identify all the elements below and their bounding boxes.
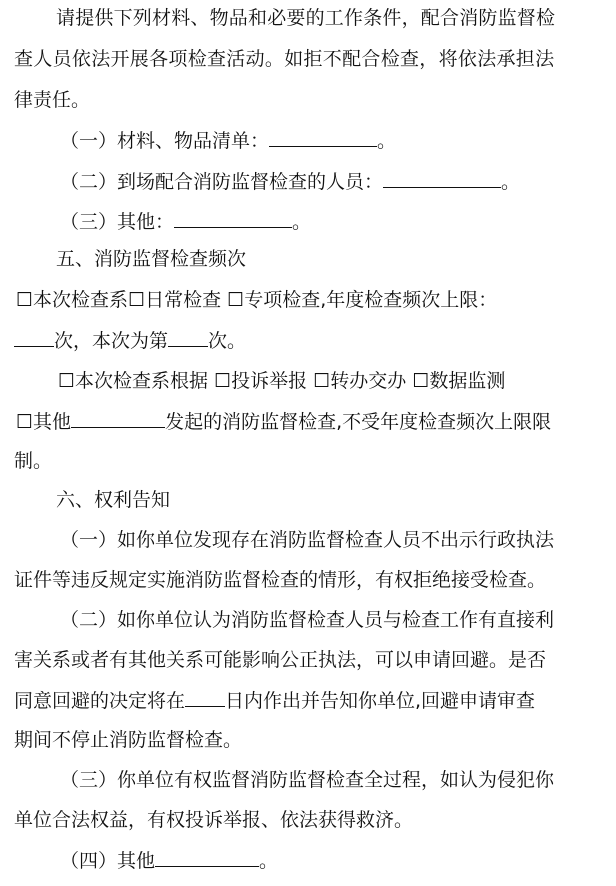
checkbox-this-inspection[interactable]: ☐ xyxy=(16,289,34,311)
materials-line-1: 请提供下列材料、物品和必要的工作条件，配合消防监督检 xyxy=(56,7,556,29)
materials-list-end: 。 xyxy=(377,130,397,152)
label-referral: 转办交办 xyxy=(330,370,407,392)
section-5-title: 五、消防监督检查频次 xyxy=(56,248,247,270)
other-conditions-item xyxy=(60,209,311,233)
checkbox-complaint[interactable]: ☐ xyxy=(214,370,232,392)
section-6-title: 六、权利告知 xyxy=(56,489,171,511)
materials-list-blank[interactable] xyxy=(269,128,377,147)
right-4-end: 。 xyxy=(259,850,279,872)
right-2-line-1: （二）如你单位认为消防监督检查人员与检查工作有直接利 xyxy=(60,609,555,631)
label-routine-inspection: 日常检查 xyxy=(145,289,222,311)
basis-line-1 xyxy=(58,369,505,393)
recusal-deadline-continuation: 日内作出并告知你单位,回避申请审查 xyxy=(225,690,536,712)
materials-list-label: （一）材料、物品清单： xyxy=(60,130,270,152)
right-4-blank[interactable] xyxy=(155,848,259,867)
attendees-end: 。 xyxy=(501,171,521,193)
right-2-line-3 xyxy=(14,688,535,712)
label-basis-continuation: 发起的消防监督检查,不受年度检查频次上限限 xyxy=(165,411,552,433)
right-3-line-2: 单位合法权益，有权投诉举报、依法获得救济。 xyxy=(14,809,414,831)
checkbox-routine-inspection[interactable]: ☐ xyxy=(128,289,146,311)
label-this-inspection: 本次检查系 xyxy=(33,289,129,311)
right-2-line-2: 害关系或者有其他关系可能影响公正执法，可以申请回避。是否 xyxy=(14,649,547,671)
other-conditions-label: （三）其他： xyxy=(60,211,175,233)
materials-list-item xyxy=(60,128,396,152)
label-special-inspection: 专项检查, xyxy=(244,289,327,311)
label-annual-limit: 年度检查频次上限： xyxy=(326,289,498,311)
frequency-line-2 xyxy=(14,328,246,352)
label-other-basis: 其他 xyxy=(33,411,72,433)
checkbox-referral[interactable]: ☐ xyxy=(313,370,331,392)
checkbox-other-basis[interactable]: ☐ xyxy=(16,411,34,433)
attendees-label: （二）到场配合消防监督检查的人员： xyxy=(60,171,384,193)
label-complaint: 投诉举报 xyxy=(231,370,308,392)
attendees-blank[interactable] xyxy=(383,169,501,188)
label-basis: 本次检查系根据 xyxy=(75,370,209,392)
recusal-days-blank[interactable] xyxy=(185,688,225,707)
other-basis-blank[interactable] xyxy=(71,409,165,428)
right-1-line-1: （一）如你单位发现存在消防监督检查人员不出示行政执法 xyxy=(60,529,555,551)
basis-line-3: 制。 xyxy=(14,450,53,472)
checkbox-basis[interactable]: ☐ xyxy=(58,370,76,392)
checkbox-special-inspection[interactable]: ☐ xyxy=(227,289,245,311)
other-conditions-blank[interactable] xyxy=(174,209,292,228)
basis-line-2 xyxy=(16,409,551,433)
right-4-item xyxy=(60,848,278,872)
attendees-item xyxy=(60,169,520,193)
checkbox-data-monitoring[interactable]: ☐ xyxy=(412,370,430,392)
frequency-line-1 xyxy=(16,288,497,312)
label-times-end: 次。 xyxy=(208,330,247,352)
materials-line-3: 律责任。 xyxy=(14,89,91,111)
current-count-blank[interactable] xyxy=(168,328,208,347)
other-conditions-end: 。 xyxy=(292,211,312,233)
right-3-line-1: （三）你单位有权监督消防监督检查全过程，如认为侵犯你 xyxy=(60,769,555,791)
materials-line-2: 查人员依法开展各项检查活动。如拒不配合检查，将依法承担法 xyxy=(14,48,555,70)
right-2-line-4: 期间不停止消防监督检查。 xyxy=(14,729,243,751)
label-times-current: 次，本次为第 xyxy=(54,330,169,352)
right-4-label: （四）其他 xyxy=(60,850,156,872)
right-1-line-2: 证件等违反规定实施消防监督检查的情形，有权拒绝接受检查。 xyxy=(14,569,547,591)
label-data-monitoring: 数据监测 xyxy=(429,370,506,392)
recusal-deadline-label: 同意回避的决定将在 xyxy=(14,690,186,712)
annual-limit-blank[interactable] xyxy=(14,328,54,347)
